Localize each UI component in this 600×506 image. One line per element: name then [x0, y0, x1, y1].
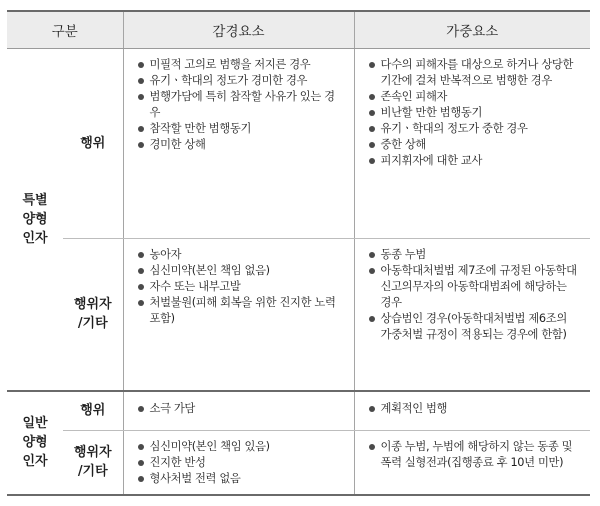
general-actor-aggravating: [354, 431, 590, 495]
list-item: 형사처벌 전력 없음: [138, 471, 344, 487]
special-act-mitigating-list: [124, 49, 354, 159]
general-act-mitigating-list: [124, 392, 354, 426]
list-item: 상습범인 경우(아동학대처벌법 제6조의 가중처벌 규정이 적용되는 경우에 한함): [369, 311, 581, 343]
special-actor-aggravating-list: [355, 239, 591, 349]
list-item: 동종 누범: [369, 247, 581, 263]
general-actor-row: [7, 431, 590, 495]
header-category: 구분: [7, 11, 123, 49]
list-item: 계획적인 범행: [369, 401, 581, 417]
special-act-aggravating-list: [355, 49, 591, 175]
list-item: 자수 또는 내부고발: [138, 279, 344, 295]
list-item: 미필적 고의로 범행을 저지른 경우: [138, 57, 344, 73]
header-row: [7, 11, 590, 49]
list-item: 소극 가담: [138, 401, 344, 417]
list-item: 참작할 만한 범행동기: [138, 121, 344, 137]
header-aggravating: 가중요소: [354, 11, 590, 49]
list-item: 유기ㆍ학대의 정도가 중한 경우: [369, 121, 581, 137]
list-item: 처벌불원(피해 회복을 위한 진지한 노력 포함): [138, 295, 344, 327]
list-item: 농아자: [138, 247, 344, 263]
list-item: 아동학대처벌법 제7조에 규정된 아동학대 신고의무자의 아동학대범죄에 해당하는 경우: [369, 263, 581, 311]
row-label-act: 행위: [63, 49, 123, 239]
sentencing-factors-table: [7, 10, 590, 496]
list-item: 심신미약(본인 책임 있음): [138, 439, 344, 455]
row-label-actor-text: 행위자 /기타: [73, 297, 112, 332]
special-act-row: [7, 49, 590, 239]
special-act-mitigating: [123, 49, 354, 239]
general-act-mitigating: [123, 391, 354, 431]
group-label-general-text: 일반 양형 인자: [22, 416, 48, 469]
row-label-act-general: 행위: [63, 391, 123, 431]
list-item: 유기ㆍ학대의 정도가 경미한 경우: [138, 73, 344, 89]
general-act-aggravating-list: [355, 392, 591, 426]
list-item: 경미한 상해: [138, 137, 344, 153]
group-label-special: [7, 49, 63, 391]
group-label-special-text: 특별 양형 인자: [22, 192, 48, 246]
list-item: 비난할 만한 범행동기: [369, 105, 581, 121]
group-label-general: [7, 391, 63, 495]
special-act-aggravating: [354, 49, 590, 239]
special-actor-aggravating: [354, 239, 590, 391]
list-item: 다수의 피해자를 대상으로 하거나 상당한 기간에 걸쳐 반복적으로 범행한 경우: [369, 57, 581, 89]
row-label-actor-general-text: 행위자 /기타: [73, 445, 112, 480]
list-item: 존속인 피해자: [369, 89, 581, 105]
list-item: 중한 상해: [369, 137, 581, 153]
row-label-actor: [63, 239, 123, 391]
general-act-aggravating: [354, 391, 590, 431]
special-actor-mitigating: [123, 239, 354, 391]
special-actor-mitigating-list: [124, 239, 354, 333]
special-actor-row: [7, 239, 590, 391]
sentencing-factors-table-wrap: [7, 10, 590, 496]
list-item: 진지한 반성: [138, 455, 344, 471]
general-act-row: [7, 391, 590, 431]
list-item: 범행가담에 특히 참작할 사유가 있는 경우: [138, 89, 344, 121]
list-item: 심신미약(본인 책임 없음): [138, 263, 344, 279]
row-label-actor-general: [63, 431, 123, 495]
list-item: 피지휘자에 대한 교사: [369, 153, 581, 169]
header-mitigating: 감경요소: [123, 11, 354, 49]
general-actor-mitigating-list: [124, 431, 354, 493]
general-actor-mitigating: [123, 431, 354, 495]
general-actor-aggravating-list: [355, 431, 591, 477]
list-item: 이종 누범, 누범에 해당하지 않는 동종 및 폭력 실형전과(집행종료 후 10년 미만): [369, 439, 581, 471]
